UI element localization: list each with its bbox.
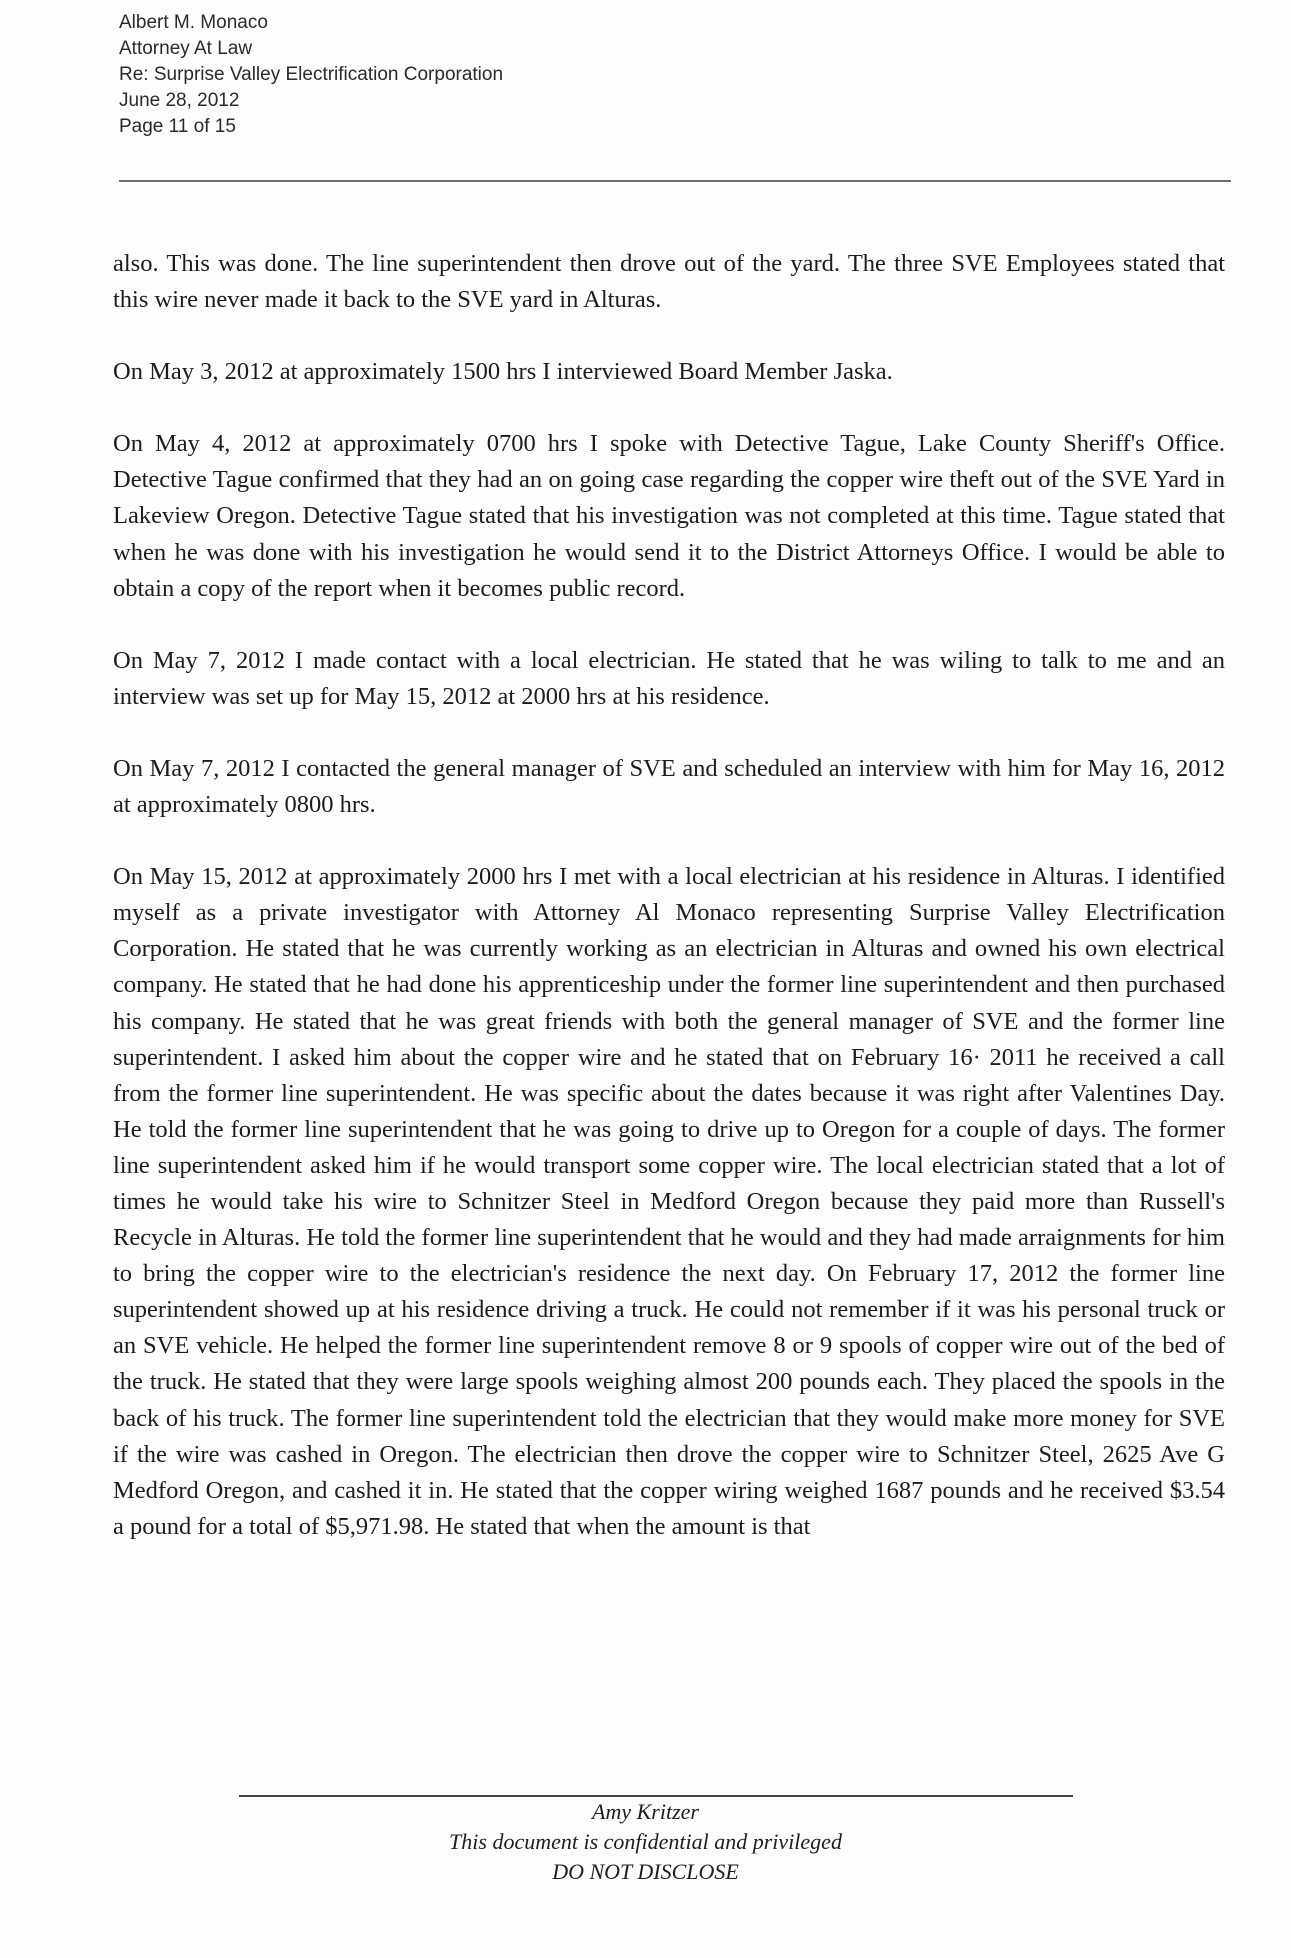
document-footer [0,1797,1291,1887]
document-body [113,246,1225,1545]
header-date: June 28, 2012 [119,90,240,111]
footer-author: Amy Kritzer [592,1799,699,1824]
header-page-number: Page 11 of 15 [119,116,236,137]
paragraph-may-7-electrician: On May 7, 2012 I made contact with a local electrician. He stated that he was wiling to talk to me and an interview was set up for May 15, 2012 at 2000 hrs at his residence. [113,646,1225,710]
header-re-line: Re: Surprise Valley Electrification Corporation [119,64,504,85]
paragraph-may-4: On May 4, 2012 at approximately 0700 hrs I spoke with Detective Tague, Lake County Sheriff's Office. Detective Tague confirmed that they had an on going case regarding the copper wire theft out of the SVE Yard in Lakeview Oregon. Detective Tague stated that his investigation was not completed at this time. Tague stated that when he was done with his investigation he would send it to the District Attorneys Office. I would be able to obtain a copy of the report when it becomes public record. [113,430,1225,602]
footer-confidential-notice: This document is confidential and privileged [449,1829,842,1854]
paragraph-continuation: also. This was done. The line superintendent then drove out of the yard. The three SVE Employees stated that this wire never made it back to the SVE yard in Alturas. [113,250,1225,314]
paragraph-may-15: On May 15, 2012 at approximately 2000 hrs I met with a local electrician at his residence in Alturas. I identified myself as a private investigator with Attorney Al Monaco representing Surprise Valley Electrification Corporation. He stated that he was currently working as an electrician in Alturas and owned his own electrical company. He stated that he had done his apprenticeship under the former line superintendent and then purchased his company. He stated that he was great friends with both the general manager of SVE and the former line superintendent. I asked him about the copper wire and he stated that on February 16· 2011 he received a call from the former line superintendent. He was specific about the dates because it was right after Valentines Day. He told the former line superintendent that he was going to drive up to Oregon for a couple of days. The former line superintendent asked him if he would transport some copper wire. The local electrician stated that a lot of times he would take his wire to Schnitzer Steel in Medford Oregon because they paid more than Russell's Recycle in Alturas. He told the former line superintendent that he would and they had made arraignments for him to bring the copper wire to the electrician's residence the next day. On February 17, 2012 the former line superintendent showed up at his residence driving a truck. He could not remember if it was his personal truck or an SVE vehicle. He helped the former line superintendent remove 8 or 9 spools of copper wire out of the bed of the truck. He stated that they were large spools weighing almost 200 pounds each. They placed the spools in the back of his truck. The former line superintendent told the electrician that they would make more money for SVE if the wire was cashed in Oregon. The electrician then drove the copper wire to Schnitzer Steel, 2625 Ave G Medford Oregon, and cashed it in. He stated that the copper wiring weighed 1687 pounds and he received $3.54 a pound for a total of $5,971.98. He stated that when the amount is that [113,863,1225,1540]
header-attorney-name: Albert M. Monaco [119,12,268,33]
header-attorney-title: Attorney At Law [119,38,253,59]
letter-header [119,10,819,140]
paragraph-may-7-general-manager: On May 7, 2012 I contacted the general manager of SVE and scheduled an interview with him for May 16, 2012 at approximately 0800 hrs. [113,754,1225,819]
paragraph-may-3: On May 3, 2012 at approximately 1500 hrs I interviewed Board Member Jaska. [113,358,893,386]
header-divider [119,180,1231,182]
footer-do-not-disclose: DO NOT DISCLOSE [552,1859,739,1884]
